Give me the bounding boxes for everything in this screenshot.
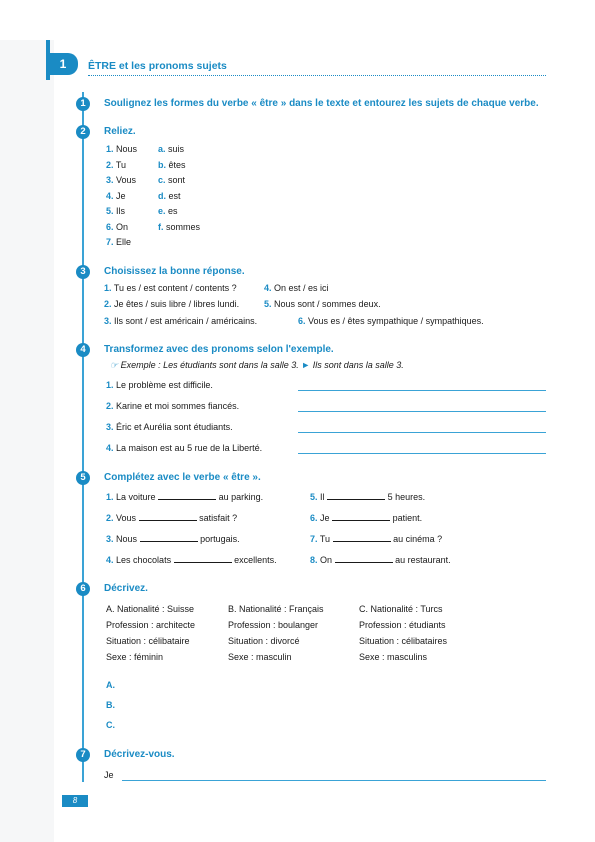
exercise-5-title: Complétez avec le verbe « être ». [104,472,261,483]
match-left-item[interactable] [106,191,126,201]
item-text: est [168,190,181,201]
answer-line[interactable] [298,390,546,391]
match-left-item[interactable] [106,222,128,232]
item-subject: Les chocolats [116,555,172,565]
complete-item [310,534,442,544]
item-number: 2. [106,159,114,170]
item-subject: La voiture [116,492,156,502]
complete-item [310,492,425,502]
item-text: Elle [116,237,132,247]
profile-line: C. Nationalité : Turcs [359,604,443,614]
exercise-1-title: Soulignez les formes du verbe « être » dans le texte et entourez les sujets de chaque verbe. [104,98,539,109]
item-end: au restaurant. [395,555,451,565]
match-left-item[interactable] [106,160,126,170]
profile-line: Sexe : masculin [228,652,292,662]
item-number: 3. [106,422,114,432]
item-subject: Tu [319,534,331,544]
describe-yourself-answer-line[interactable] [122,780,546,781]
item-number: 4. [106,443,114,453]
item-number: 4. [106,190,114,201]
exercise-2-number: 2 [76,125,90,139]
item-subject: Nous [116,534,138,544]
item-text: Karine et moi sommes fiancés. [116,401,240,411]
item-number: 6. [310,513,318,523]
transform-item [106,422,233,432]
item-subject: Je [320,513,330,523]
page-title: ÊTRE et les pronoms sujets [88,60,227,72]
blank-field[interactable] [327,499,385,500]
choice-item[interactable]: 4. On est / es ici [264,283,329,293]
exercise-3-number: 3 [76,265,90,279]
page-margin-band [0,40,54,842]
complete-item [106,534,240,544]
item-number: 7. [310,534,318,544]
match-right-item[interactable] [158,191,181,201]
blank-field[interactable] [139,520,197,521]
profile-line: Profession : boulanger [228,620,319,630]
match-right-item[interactable] [158,160,186,170]
item-subject: Vous [116,513,137,523]
exercise-6-number: 6 [76,582,90,596]
item-text: êtes [168,159,186,170]
item-end: portugais. [200,534,240,544]
item-text: suis [168,144,185,154]
example-line: ☞ Exemple : Les étudiants sont dans la salle 3. ► Ils sont dans la salle 3. [110,360,404,370]
exercise-5-number: 5 [76,471,90,485]
item-end: au parking. [218,492,264,502]
item-text: Le problème est difficile. [116,380,213,390]
chapter-badge: 1 [48,53,78,75]
item-number: 2. [106,513,114,523]
answer-line[interactable] [298,411,546,412]
answer-label: A. [106,680,115,690]
profile-line: Sexe : féminin [106,652,164,662]
choice-item[interactable]: 5. Nous sont / sommes deux. [264,299,381,309]
profile-line: Profession : architecte [106,620,196,630]
match-right-item[interactable] [158,175,185,185]
transform-item [106,401,239,411]
transform-item [106,380,213,390]
pointing-hand-icon: ☞ [110,360,119,370]
answer-line[interactable] [298,432,546,433]
answer-label: B. [106,700,115,710]
item-number: 1. [106,380,114,390]
item-text: Ils [116,206,126,216]
match-right-item[interactable] [158,206,178,216]
answer-line[interactable] [298,453,546,454]
item-letter: c. [158,175,166,185]
profile-line: B. Nationalité : Français [228,604,324,614]
profile-line: A. Nationalité : Suisse [106,604,195,614]
item-number: 5. [310,492,318,502]
blank-field[interactable] [335,562,393,563]
choice-item[interactable]: 2. Je êtes / suis libre / libres lundi. [104,299,240,309]
match-right-item[interactable] [158,144,184,154]
item-number: 6. [106,221,114,232]
match-right-item[interactable] [158,222,200,232]
profile-line: Sexe : masculins [359,652,428,662]
complete-item [106,555,277,565]
profile-line: Situation : célibataires [359,636,448,646]
item-subject: Il [320,492,325,502]
exercise-2-title: Reliez. [104,126,136,137]
item-number: 1. [106,492,114,502]
item-end: au cinéma ? [393,534,443,544]
item-end: excellents. [234,555,277,565]
item-subject: On [320,555,333,565]
exercise-1-number: 1 [76,97,90,111]
complete-item [106,492,263,502]
item-number: 4. [106,555,114,565]
item-letter: f. [158,221,164,232]
match-left-item[interactable] [106,237,131,247]
item-text: La maison est au 5 rue de la Liberté. [116,443,263,453]
blank-field[interactable] [174,562,232,563]
item-letter: e. [158,206,166,216]
header-dotted-rule [88,75,546,76]
item-letter: b. [158,159,166,170]
complete-item [310,513,422,523]
item-text: es [168,206,178,216]
choice-item[interactable]: 3. Ils sont / est américain / américains. [104,316,258,326]
item-letter: d. [158,190,166,201]
item-number: 5. [106,206,114,216]
item-letter: a. [158,144,166,154]
match-left-item[interactable] [106,206,125,216]
item-text: Je [116,190,126,201]
profile-line: Situation : divorcé [228,636,300,646]
item-number: 3. [106,175,114,185]
blank-field[interactable] [158,499,216,500]
item-end: 5 heures. [387,492,426,502]
item-text: Éric et Aurélia sont étudiants. [116,422,233,432]
item-text: Vous [116,175,137,185]
exercise-4-title: Transformez avec des pronoms selon l'exemple. [104,344,334,355]
choice-item[interactable]: 6. Vous es / êtes sympathique / sympathiques. [298,316,484,326]
item-number: 1. [106,144,114,154]
exercise-7-number: 7 [76,748,90,762]
complete-item [106,513,237,523]
item-end: satisfait ? [199,513,238,523]
item-number: 2. [106,401,114,411]
blank-field[interactable] [333,541,391,542]
exercise-3-title: Choisissez la bonne réponse. [104,266,245,277]
exercise-7-title: Décrivez-vous. [104,749,175,760]
arrow-right-icon: ► [301,360,311,370]
exercise-4-number: 4 [76,343,90,357]
item-number: 3. [106,534,114,544]
item-text: sommes [166,221,201,232]
profile-line: Profession : étudiants [359,620,446,630]
item-number: 8. [310,555,318,565]
item-text: On [116,221,129,232]
match-left-item[interactable] [106,175,136,185]
exercise-timeline-line [82,92,84,782]
item-text: sont [168,175,186,185]
item-text: Tu [115,159,127,170]
item-number: 7. [106,237,114,247]
page-number: 8 [62,795,88,807]
item-text: Nous [116,144,138,154]
item-end: patient. [392,513,423,523]
exercise-6-title: Décrivez. [104,583,148,594]
blank-field[interactable] [140,541,198,542]
blank-field[interactable] [332,520,390,521]
match-left-item[interactable] [106,144,137,154]
transform-item [106,443,262,453]
choice-item[interactable]: 1. Tu es / est content / contents ? [104,283,237,293]
profile-line: Situation : célibataire [106,636,190,646]
describe-yourself-start: Je [104,770,114,780]
complete-item [310,555,451,565]
answer-label: C. [106,720,115,730]
